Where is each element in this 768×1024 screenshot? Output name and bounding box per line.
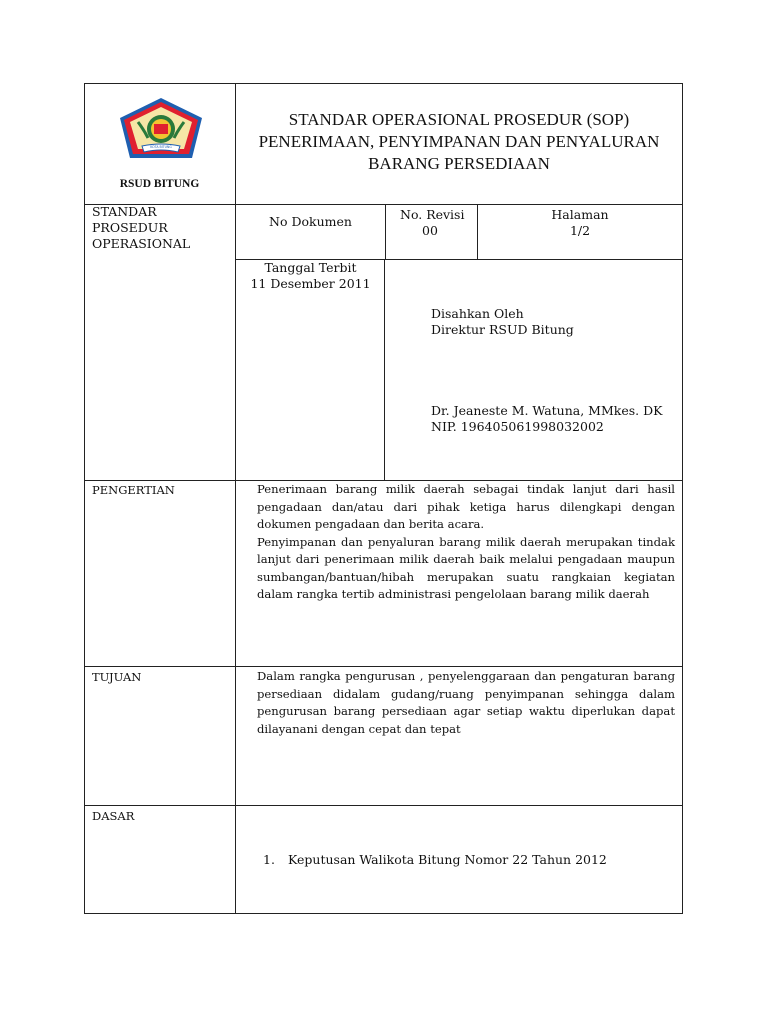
issue-date: 11 Desember 2011 [250, 276, 371, 291]
row-divider-tujuan [84, 805, 683, 806]
issue-date-label: Tanggal Terbit [264, 260, 357, 275]
row-divider-header [84, 204, 683, 205]
row-divider-pengertian [84, 666, 683, 667]
revision-label: No. Revisi [400, 207, 465, 222]
title-line-3: BARANG PERSEDIAAN [368, 154, 550, 173]
section-label-tujuan: TUJUAN [92, 670, 142, 684]
table-border-right [682, 83, 683, 914]
hospital-logo [118, 96, 204, 162]
table-border-top [84, 83, 683, 84]
tujuan-text: Dalam rangka pengurusan , penyelenggaraan dan pengaturan barang persediaan didalam gudang/ruang penyimpanan sehingga dalam pengurusan barang persediaan agar setiap waktu diperlukan dapat dilayanani dengan cepat dan tepat [257, 669, 675, 736]
title-line-2: PENERIMAAN, PENYIMPANAN DAN PENYALURAN [258, 132, 660, 151]
sop-label-line-2: PROSEDUR [92, 220, 168, 235]
approver-nip: NIP. 196405061998032002 [431, 419, 604, 434]
col-divider-approval [384, 259, 385, 481]
doc-no-label: No Dokumen [269, 214, 352, 229]
logo-ribbon-text: KOTA BITUNG [150, 145, 172, 149]
approver-name: Dr. Jeaneste M. Watuna, MMkes. DK [431, 403, 663, 418]
org-name: RSUD BITUNG [119, 178, 200, 190]
pengertian-paragraph-2: Penyimpanan dan penyaluran barang milik daerah merupakan tindak lanjut dari penerimaan milik daerah baik melalui pengadaan maupun sumbangan/bantuan/hibah merupakan suatu rangkaian kegiatan dalam rangka tertib administrasi pengelolaan barang milik daerah [257, 534, 675, 601]
section-label-dasar: DASAR [92, 809, 135, 823]
table-divider-main [235, 83, 236, 914]
section-label-pengertian: PENGERTIAN [92, 483, 175, 497]
list-item-text: Keputusan Walikota Bitung Nomor 22 Tahun 2012 [288, 852, 607, 867]
pengertian-text [257, 481, 675, 604]
page-label: Halaman [551, 207, 609, 222]
title-line-1: STANDAR OPERASIONAL PROSEDUR (SOP) [288, 110, 630, 129]
sop-label-line-3: OPERASIONAL [92, 236, 191, 251]
col-divider-revision [385, 204, 386, 260]
table-border-bottom [84, 913, 683, 914]
page-value: 1/2 [569, 223, 591, 238]
table-border-left [84, 83, 85, 914]
sop-label-line-1: STANDAR [92, 204, 157, 219]
city-emblem-icon [118, 96, 204, 162]
approved-by-label: Disahkan Oleh [431, 306, 524, 321]
list-item-number: 1. [263, 852, 275, 867]
revision-value: 00 [422, 223, 438, 238]
approver-title: Direktur RSUD Bitung [431, 322, 574, 337]
pengertian-paragraph-1: Penerimaan barang milik daerah sebagai tindak lanjut dari hasil pengadaan dan/atau dari pihak ketiga harus dilengkapi dengan dokumen pengadaan dan berita acara. [257, 482, 675, 531]
